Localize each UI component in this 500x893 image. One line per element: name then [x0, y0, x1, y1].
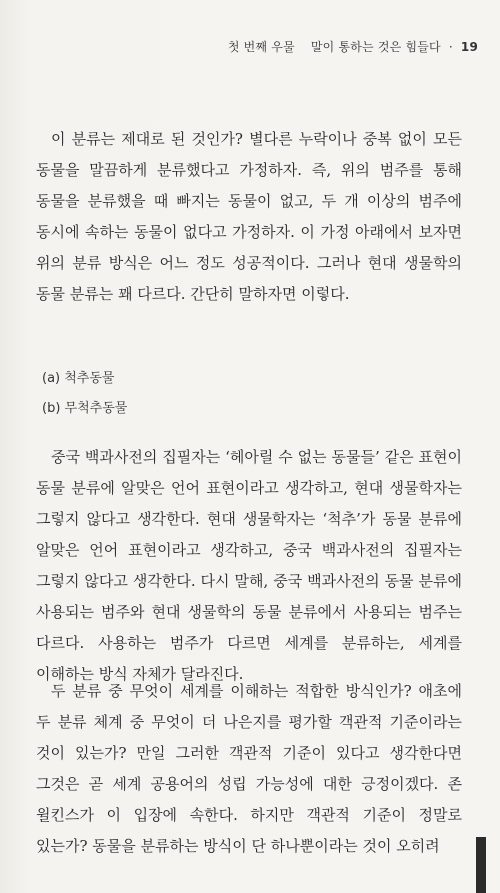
chapter-title: 첫 번째 우물	[227, 40, 295, 54]
paragraph-2	[36, 442, 462, 690]
running-head	[228, 38, 478, 55]
paragraph-2-text: 중국 백과사전의 집필자는 ‘헤아릴 수 없는 동물들’ 같은 표현이 동물 분류에 알맞은 언어 표현이라고 생각하고, 현대 생물학자는 그렇지 않다고 생각한다. 현대 생물학자는 ‘척추’가 동물 분류에 알맞은 언어 표현이라고 생각하고, 중국 백과사전의 집필자는 그렇지 않다고 생각한다. 다시 말해, 중국 백과사전의 동물 분류에 사용되는 범주와 현대 생물학의 동물 분류에서 사용되는 범주는 다르다. 사용하는 범주가 다르면 세계를 분류하는, 세계를 이해하는 방식 자체가 달라진다.	[36, 448, 462, 683]
page-number: 19	[460, 40, 478, 54]
paragraph-1	[36, 124, 462, 310]
list-item: (a) 척추동물	[42, 371, 115, 386]
page-edge-marker	[476, 837, 486, 893]
header-separator: ·	[448, 40, 453, 54]
paragraph-1-text: 이 분류는 제대로 된 것인가? 별다른 누락이나 중복 없이 모든 동물을 말끔하게 분류했다고 가정하자. 즉, 위의 범주를 통해 동물을 분류했을 때 빠지는 동물이 없고, 두 개 이상의 범주에 동시에 속하는 동물이 없다고 가정하자. 이 가정 아래에서 보자면 위의 분류 방식은 어느 정도 성공적이다. 그러나 현대 생물학의 동물 분류는 꽤 다르다. 간단히 말하자면 이렇다.	[36, 130, 462, 303]
list-item: (b) 무척추동물	[42, 401, 128, 416]
paragraph-3-text: 두 분류 중 무엇이 세계를 이해하는 적합한 방식인가? 애초에 두 분류 체계 중 무엇이 더 나은지를 평가할 객관적 기준이라는 것이 있는가? 만일 그러한 객관적 기준이 있다고 생각한다면 그것은 곧 세계 공용어의 성립 가능성에 대한 긍정이겠다. 존 윌킨스가 이 입장에 속한다. 하지만 객관적 기준이 정말로 있는가? 동물을 분류하는 방식이 단 하나뿐이라는 것이 오히려	[36, 682, 462, 855]
section-title: 말이 통하는 것은 힘들다	[310, 40, 441, 54]
classification-list	[42, 364, 127, 424]
paragraph-3	[36, 676, 462, 862]
